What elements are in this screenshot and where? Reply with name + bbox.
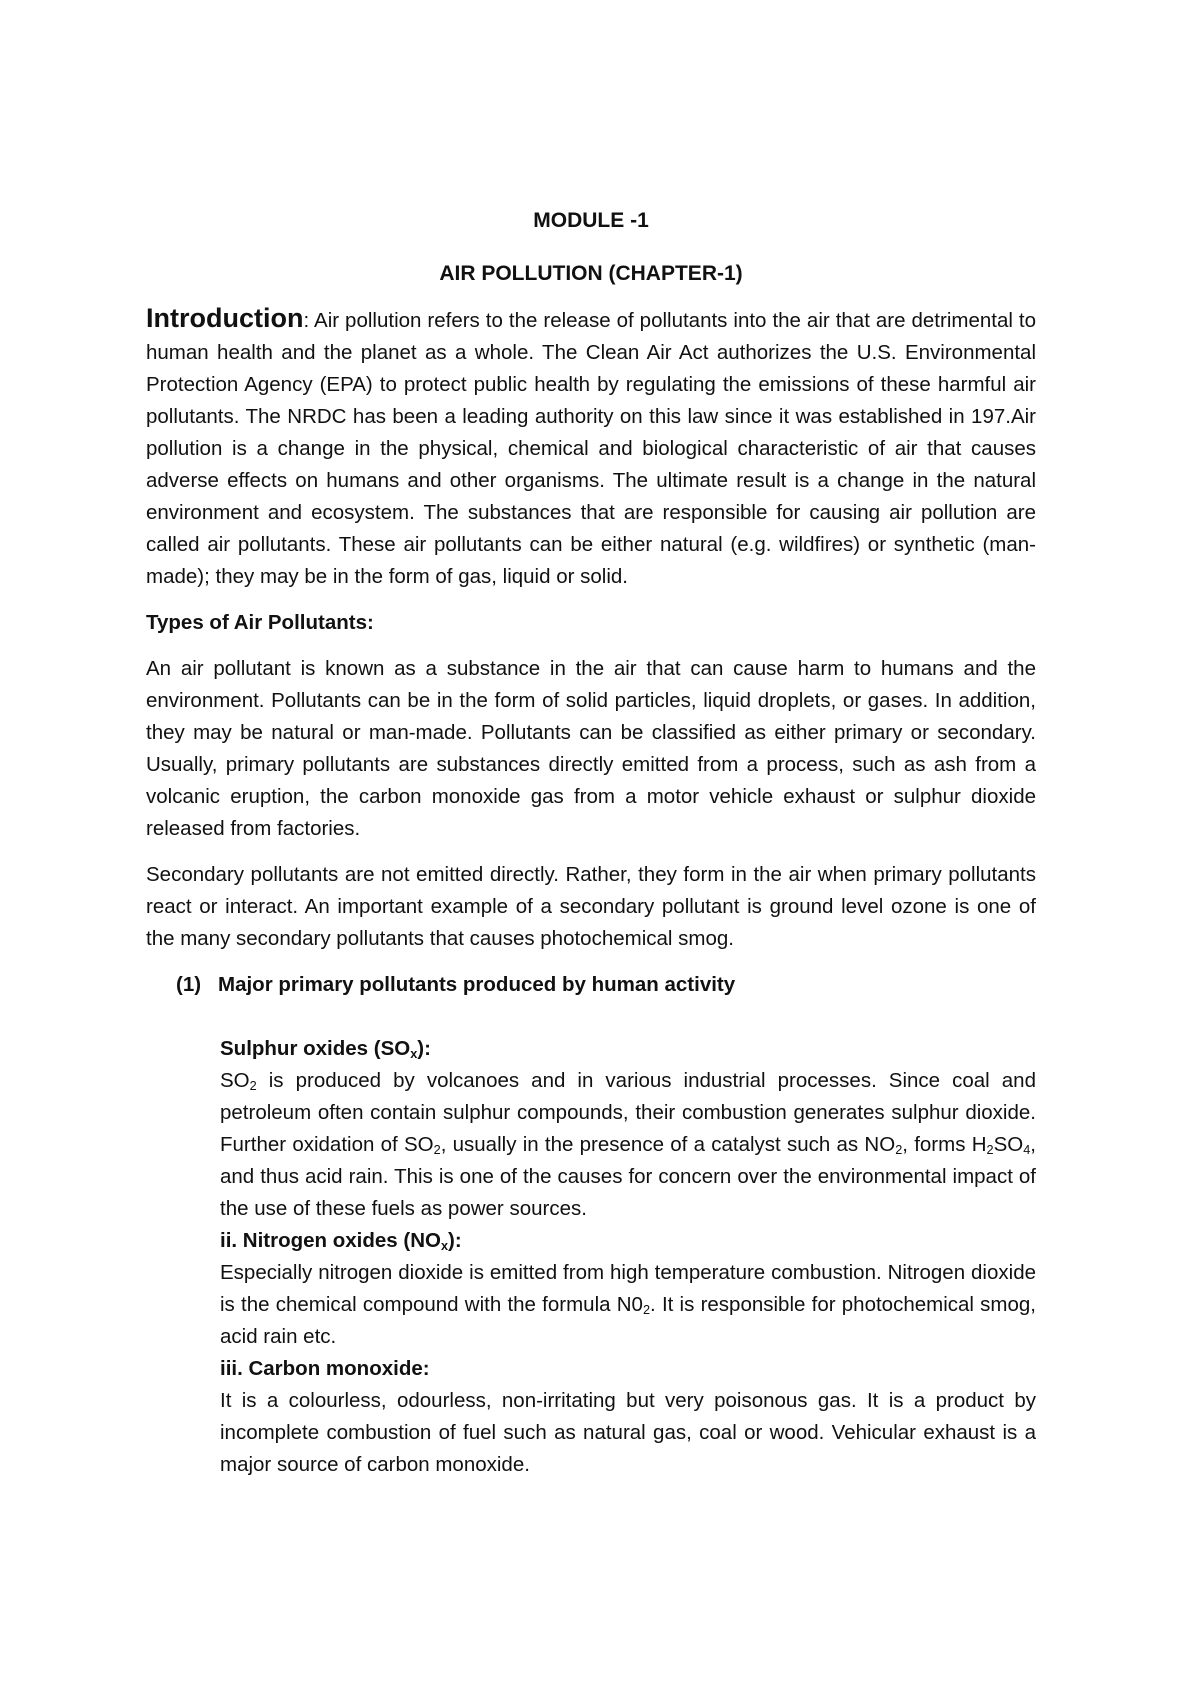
types-heading: Types of Air Pollutants:	[146, 611, 374, 634]
module-title: MODULE -1	[533, 209, 649, 232]
nitrogen-text-2: . It is responsible for photochemical smog, acid rain etc.	[220, 1293, 1036, 1348]
carbon-heading: iii. Carbon monoxide:	[220, 1357, 430, 1380]
sulphur-sub-1: 2	[249, 1078, 257, 1094]
sulphur-sub-5: 4	[1023, 1142, 1031, 1158]
nitrogen-heading-text: ii. Nitrogen oxides (NO	[220, 1229, 441, 1252]
document-body	[146, 205, 1036, 1481]
major-primary-heading	[176, 969, 1036, 1001]
nitrogen-paragraph	[220, 1257, 1036, 1353]
sulphur-text-3: , usually in the presence of a catalyst such as NO	[440, 1133, 896, 1156]
major-primary-heading-text: Major primary pollutants produced by human activity	[218, 973, 736, 996]
sulphur-text-5: SO	[993, 1133, 1024, 1156]
sulphur-text-4: , forms H	[902, 1133, 987, 1156]
nitrogen-text-1: Especially nitrogen dioxide is emitted from high temperature combustion. Nitrogen dioxide is the chemical compound with the formula N0	[220, 1261, 1036, 1316]
nitrogen-heading	[220, 1225, 1036, 1257]
types-paragraph-1: An air pollutant is known as a substance in the air that can cause harm to humans and the environment. Pollutants can be in the form of solid particles, liquid droplets, or gases. In addition, they may be natural or man-made. Pollutants can be classified as either primary or secondary. Usually, primary pollutants are substances directly emitted from a process, such as ash from a volcanic eruption, the carbon monoxide gas from a motor vehicle exhaust or sulphur dioxide released from factories.	[146, 657, 1036, 840]
pollutant-list	[220, 1033, 1036, 1481]
introduction-paragraph	[146, 302, 1036, 593]
nitrogen-heading-end: ):	[448, 1229, 462, 1252]
introduction-heading: Introduction	[146, 303, 304, 333]
chapter-title: AIR POLLUTION (CHAPTER-1)	[439, 262, 743, 285]
carbon-paragraph: It is a colourless, odourless, non-irritating but very poisonous gas. It is a product by incomplete combustion of fuel such as natural gas, coal or wood. Vehicular exhaust is a major source of carbon monoxide.	[220, 1389, 1036, 1476]
sulphur-sub-4: 2	[986, 1142, 994, 1158]
nitrogen-heading-sub: x	[440, 1238, 449, 1254]
sulphur-sub-2: 2	[433, 1142, 441, 1158]
sulphur-heading	[220, 1033, 1036, 1065]
sulphur-heading-end: ):	[417, 1037, 431, 1060]
sulphur-paragraph	[220, 1065, 1036, 1225]
sulphur-heading-sub: x	[410, 1046, 418, 1062]
sulphur-text-6: , and thus acid rain. This is one of the causes for concern over the environmental impact of the use of these fuels as power sources.	[220, 1133, 1036, 1220]
sulphur-heading-text: Sulphur oxides (SO	[220, 1037, 411, 1060]
nitrogen-sub-1: 2	[642, 1302, 651, 1318]
types-paragraph-2: Secondary pollutants are not emitted directly. Rather, they form in the air when primary pollutants react or interact. An important example of a secondary pollutant is ground level ozone is one of the many secondary pollutants that causes photochemical smog.	[146, 863, 1036, 950]
list-number: (1)	[176, 973, 202, 996]
introduction-text: : Air pollution refers to the release of pollutants into the air that are detrimental to human health and the planet as a whole. The Clean Air Act authorizes the U.S. Environmental Protection Agency (EPA) to protect public health by regulating the emissions of these harmful air pollutants. The NRDC has been a leading authority on this law since it was established in 197.Air pollution is a change in the physical, chemical and biological characteristic of air that causes adverse effects on humans and other organisms. The ultimate result is a change in the natural environment and ecosystem. The substances that are responsible for causing air pollution are called air pollutants. These air pollutants can be either natural (e.g. wildfires) or synthetic (man-made); they may be in the form of gas, liquid or solid.	[146, 309, 1036, 588]
sulphur-text-2: is produced by volcanoes and in various industrial processes. Since coal and petroleum often contain sulphur compounds, their combustion generates sulphur dioxide. Further oxidation of SO	[220, 1069, 1036, 1156]
sulphur-text-1: SO	[220, 1069, 250, 1092]
sulphur-sub-3: 2	[895, 1142, 903, 1158]
